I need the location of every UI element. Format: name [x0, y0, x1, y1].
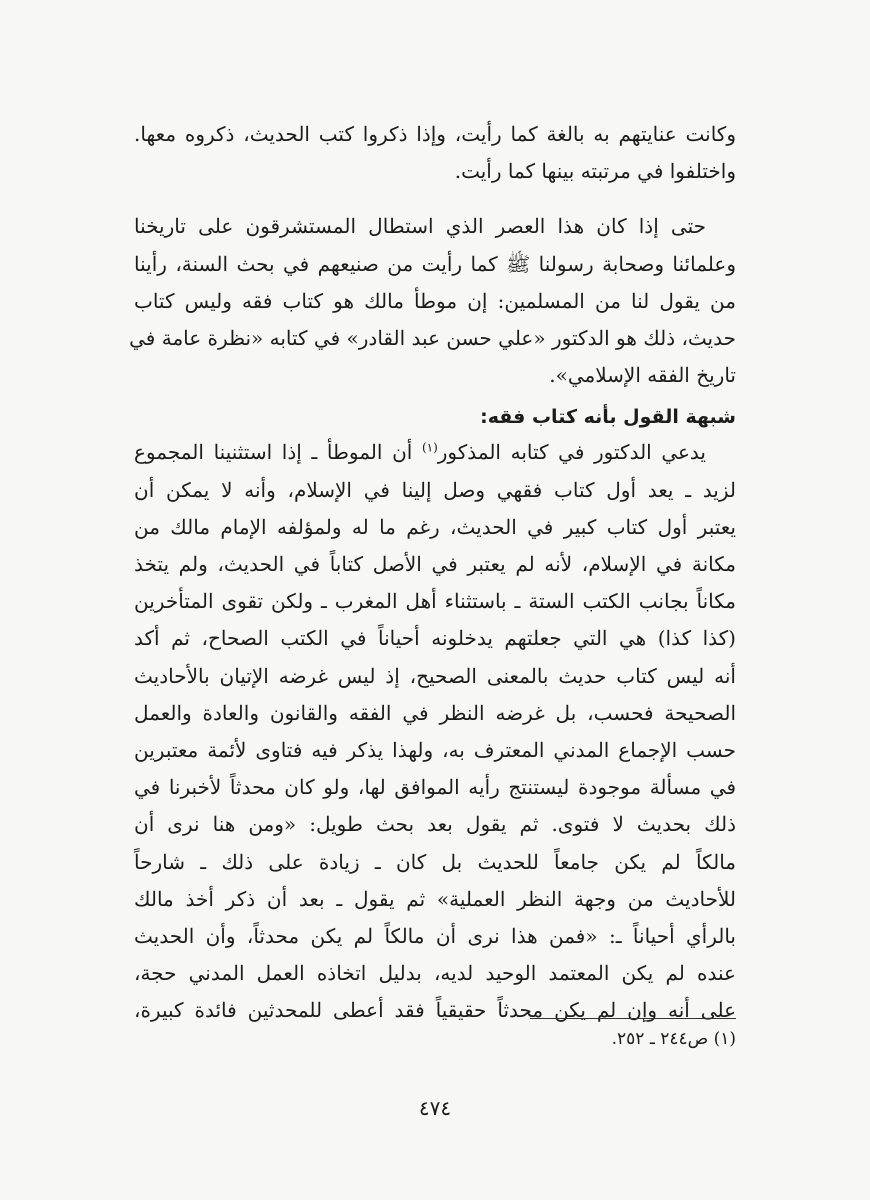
text-line: وعلمائنا وصحابة رسولنا ﷺ كما رأيت من صنيعهم في بحث السنة، رأينا — [134, 251, 736, 276]
text-line: وكانت عنايتهم به بالغة كما رأيت، وإذا ذكروا كتب الحديث، ذكروه معها. — [134, 122, 736, 146]
text-line: للأحاديث من وجهة النظر العملية» ثم يقول ـ بعد أن ذكر أخذ مالك — [134, 886, 736, 911]
paragraph-2 — [129, 208, 736, 394]
text-line: من يقول لنا من المسلمين: إن موطأ مالك هو كتاب فقه وليس كتاب — [134, 288, 736, 313]
text-line: مالكاً لم يكن جامعاً للحديث بل كان ـ زيادة على ذلك ـ شارحاً — [134, 849, 736, 874]
text-line: لزيد ـ يعد أول كتاب فقهي وصل إلينا في الإسلام، وأنه لا يمكن أن — [134, 477, 736, 502]
text-line: بالرأي أحياناً ـ: «فمن هذا نرى أن مالكاً لم يكن محدثاً، وأن الحديث — [134, 924, 736, 949]
main-text — [129, 116, 737, 1030]
text-line: في مسألة موجودة ليستنتج رأيه الموافق لها، ولو كان محدثاً لأخبرنا في — [134, 775, 736, 800]
section-heading: شبهة القول بأنه كتاب فقه: — [480, 406, 736, 429]
text-segment: أن الموطأ ـ إذا استثنينا المجموع — [134, 440, 422, 465]
footnote-divider — [530, 1018, 736, 1019]
text-line: مكاناً بجانب الكتب الستة ـ باستثناء أهل المغرب ـ ولكن تقوى المتأخرين — [134, 589, 736, 614]
text-segment: يدعي الدكتور في كتابه المذكور — [437, 440, 707, 465]
text-line: الصحيحة فحسب، بل غرضه النظر في الفقه والقانون والعادة والعمل — [134, 700, 736, 725]
text-line — [134, 434, 736, 471]
text-line: تاريخ الفقه الإسلامي». — [549, 363, 736, 388]
text-line: حديث، ذلك هو الدكتور «علي حسن عبد القادر» في كتابه «نظرة عامة في — [129, 326, 736, 351]
footnote: (١) ص٢٤٤ ـ ٢٥٢. — [611, 1029, 736, 1049]
footnote-marker[interactable]: (١) — [421, 440, 438, 455]
text-line: واختلفوا في مرتبته بينها كما رأيت. — [454, 159, 736, 184]
text-line: عنده لم يكن المعتمد الوحيد لديه، بدليل اتخاذه العمل المدني حجة، — [134, 961, 736, 986]
text-line: ذلك بحديث لا فتوى. ثم يقول بعد بحث طويل: «ومن هنا نرى أن — [134, 812, 736, 837]
text-line: يعتبر أول كتاب كبير في الحديث، رغم ما له ولمؤلفه الإمام مالك من — [134, 514, 736, 539]
text-line: على أنه وإن لم يكن محدثاً حقيقياً فقد أعطى للمحدثين فائدة كبيرة، — [134, 998, 736, 1023]
intro-paragraph — [134, 116, 736, 190]
text-line: مكانة في الإسلام، لأنه لم يعتبر في الأصل كتاباً في الحديث، ولم يتخذ — [134, 552, 736, 577]
page-number: ٤٧٤ — [418, 1096, 452, 1120]
text-line: أنه ليس كتاب حديث بالمعنى الصحيح، إذ ليس غرضه الإتيان بالأحاديث — [134, 663, 736, 688]
text-line: حتى إذا كان هذا العصر الذي استطال المستشرقون على تاريخنا — [134, 214, 707, 239]
text-line: حسب الإجماع المدني المعترف به، ولهذا يذكر فيه فتاوى لأئمة معتبرين — [134, 738, 737, 763]
text-line: (كذا كذا) هي التي جعلتهم يدخلونه أحياناً في الكتب الصحاح، ثم أكد — [134, 626, 736, 651]
paragraph-3 — [134, 434, 736, 1029]
